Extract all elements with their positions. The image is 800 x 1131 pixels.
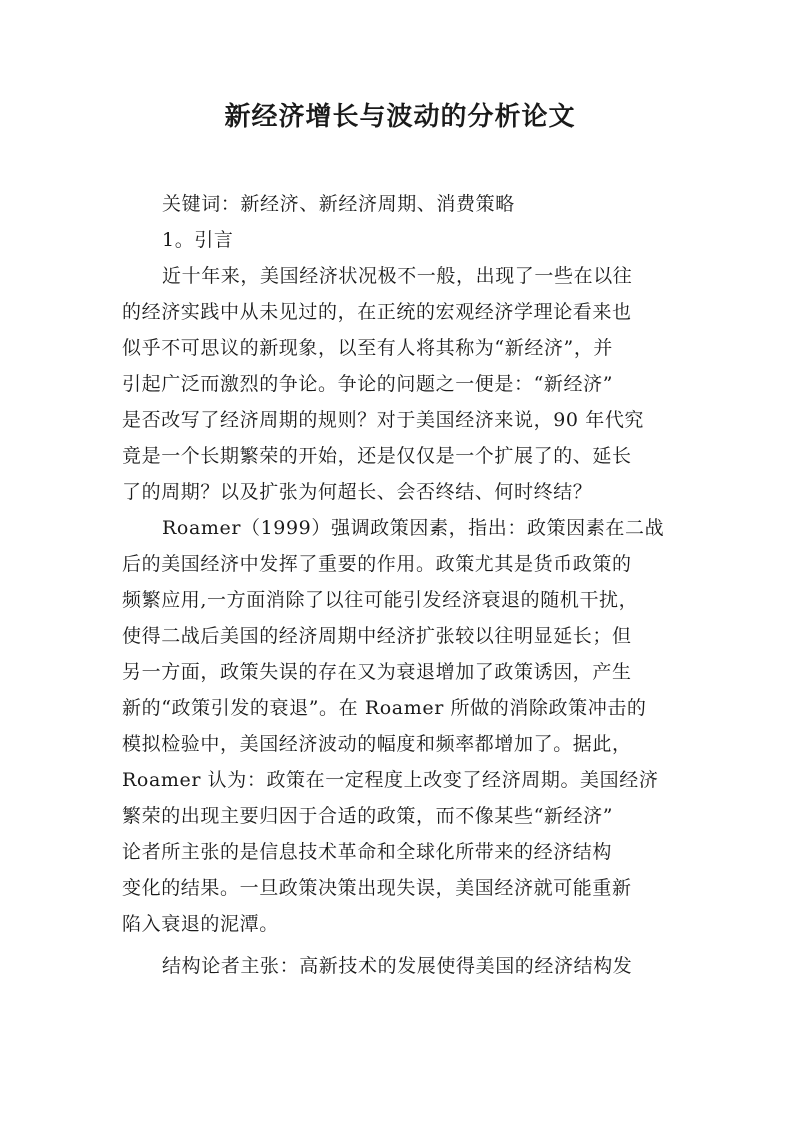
paragraph-line: 使得二战后美国的经济周期中经济扩张较以往明显延长；但 bbox=[122, 625, 632, 647]
paragraph-line: 频繁应用,一方面消除了以往可能引发经济衰退的随机干扰， bbox=[122, 589, 639, 611]
paragraph-line: 引起广泛而激烈的争论。争论的问题之一便是：“新经济” bbox=[122, 373, 614, 395]
paragraph bbox=[122, 948, 682, 984]
paragraph-line: 另一方面，政策失误的存在又为衰退增加了政策诱因，产生 bbox=[122, 661, 632, 683]
section-heading: 1。引言 bbox=[162, 229, 234, 251]
paragraph-line: 竟是一个长期繁荣的开始，还是仅仅是一个扩展了的、延长 bbox=[122, 445, 632, 467]
paragraph-line: 论者所主张的是信息技术革命和全球化所带来的经济结构 bbox=[122, 841, 613, 863]
paragraph-line: 结构论者主张：高新技术的发展使得美国的经济结构发 bbox=[162, 955, 633, 977]
paragraph bbox=[122, 510, 682, 942]
paragraph-line: 了的周期？以及扩张为何超长、会否终结、何时终结？ bbox=[122, 481, 593, 503]
paragraph-line: 变化的结果。一旦政策决策出现失误，美国经济就可能重新 bbox=[122, 877, 632, 899]
paragraph-line: 繁荣的出现主要归因于合适的政策，而不像某些“新经济” bbox=[122, 805, 614, 827]
keywords-line: 关键词：新经济、新经济周期、消费策略 bbox=[162, 193, 515, 215]
paragraph-line: Roamer（1999）强调政策因素，指出：政策因素在二战 bbox=[162, 517, 665, 539]
paragraph-line: 新的“政策引发的衰退”。在 Roamer 所做的消除政策冲击的 bbox=[122, 697, 647, 719]
paragraph-line: 近十年来，美国经济状况极不一般，出现了一些在以往 bbox=[162, 265, 633, 287]
paragraph-line: 是否改写了经济周期的规则？对于美国经济来说，90 年代究 bbox=[122, 409, 645, 431]
paragraph bbox=[122, 258, 682, 510]
paragraph-line: Roamer 认为：政策在一定程度上改变了经济周期。美国经济 bbox=[122, 769, 659, 791]
paragraph-line: 的经济实践中从未见过的，在正统的宏观经济学理论看来也 bbox=[122, 301, 632, 323]
paragraph-line: 陷入衰退的泥潭。 bbox=[122, 913, 279, 935]
paragraph-line: 似乎不可思议的新现象，以至有人将其称为“新经济”，并 bbox=[122, 337, 614, 359]
paragraph-line: 后的美国经济中发挥了重要的作用。政策尤其是货币政策的 bbox=[122, 553, 632, 575]
paragraph-line: 模拟检验中，美国经济波动的幅度和频率都增加了。据此， bbox=[122, 733, 632, 755]
document-body bbox=[122, 186, 682, 984]
document-title: 新经济增长与波动的分析论文 bbox=[224, 102, 576, 132]
